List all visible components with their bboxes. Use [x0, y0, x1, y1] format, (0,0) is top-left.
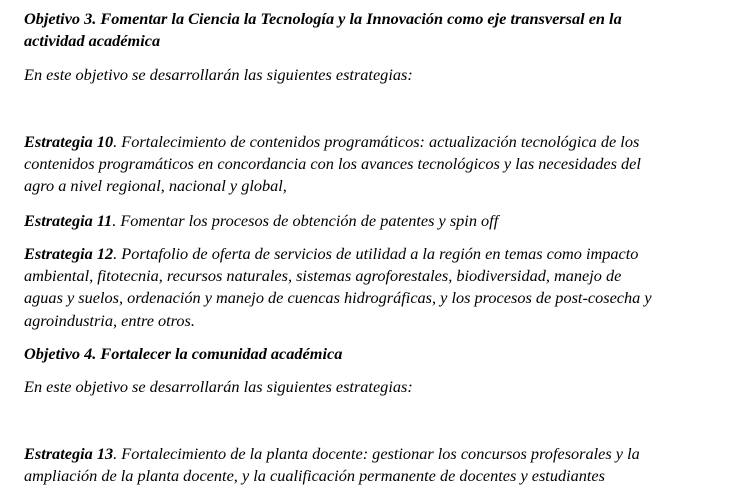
estrategia-13-line-2: ampliación de la planta docente, y la cualificación permanente de docentes y estudiantes	[24, 466, 605, 486]
objetivo-4-intro: En este objetivo se desarrollarán las siguientes estrategias:	[24, 377, 413, 396]
estrategia-10-line-2: contenidos programáticos en concordancia con los avances tecnológicos y las necesidades del	[24, 154, 641, 174]
objetivo-3-title-line-1: Objetivo 3. Fomentar la Ciencia la Tecnología y la Innovación como eje transversal en la	[24, 9, 622, 28]
estrategia-12-label: Estrategia 12	[24, 244, 114, 263]
estrategia-12-paragraph	[24, 243, 724, 332]
estrategia-12-line-1: . Portafolio de oferta de servicios de utilidad a la región en temas como impacto	[113, 244, 639, 263]
estrategia-10-label: Estrategia 10	[24, 132, 114, 151]
estrategia-11-label: Estrategia 11	[24, 211, 113, 230]
estrategia-13-paragraph	[24, 443, 724, 487]
objetivo-4-heading: Objetivo 4. Fortalecer la comunidad académica	[24, 344, 343, 363]
estrategia-12-line-4: agroindustria, entre otros.	[24, 310, 195, 330]
estrategia-13-label: Estrategia 13	[24, 444, 114, 463]
estrategia-12-line-2: ambiental, fitotecnia, recursos naturales, sistemas agroforestales, biodiversidad, manejo de	[24, 266, 622, 286]
estrategia-11-paragraph	[24, 210, 724, 232]
estrategia-10-line-1: . Fortalecimiento de contenidos programáticos: actualización tecnológica de los	[113, 132, 640, 151]
estrategia-10-paragraph	[24, 131, 724, 198]
estrategia-13-line-1: . Fortalecimiento de la planta docente: gestionar los concursos profesorales y la	[113, 444, 640, 463]
estrategia-12-line-3: aguas y suelos, ordenación y manejo de cuencas hidrográficas, y los procesos de post-cosecha y	[24, 288, 652, 308]
estrategia-11-text: . Fomentar los procesos de obtención de patentes y spin off	[112, 211, 499, 230]
objetivo-3-heading	[24, 8, 724, 52]
objetivo-3-title-line-2: actividad académica	[24, 31, 161, 51]
estrategia-10-line-3: agro a nivel regional, nacional y global,	[24, 176, 287, 196]
objetivo-3-intro: En este objetivo se desarrollarán las siguientes estrategias:	[24, 65, 413, 84]
